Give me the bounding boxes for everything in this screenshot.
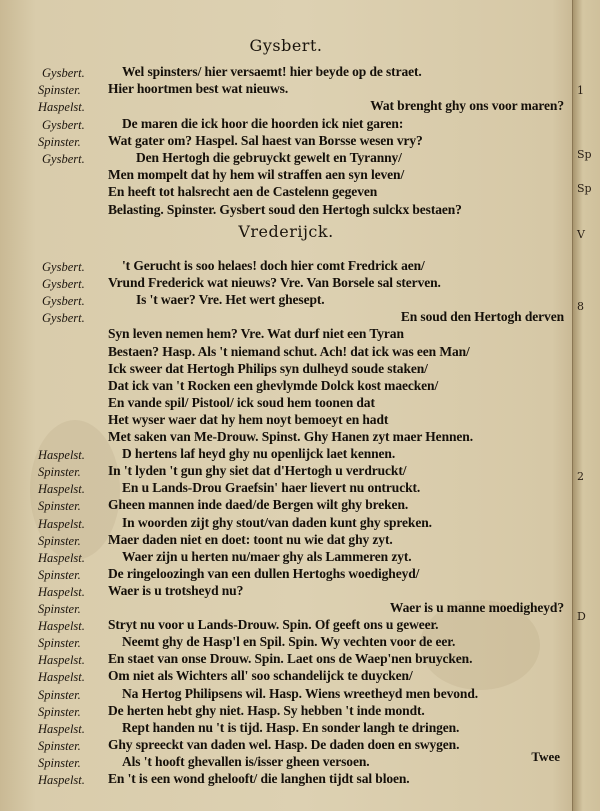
verse-text: Stryt nu voor u Lands-Drouw. Spin. Of geeft ons u geweer. [108,617,439,633]
speaker-label: Gysbert. [42,117,85,132]
speaker-label: Spinster. [38,533,81,548]
verse-text: Belasting. Spinster. Gysbert soud den Hertogh sulckx bestaen? [108,201,462,217]
verse-text: Men mompelt dat hy hem wil straffen aen syn leven/ [108,167,405,183]
catchword: Twee [531,749,560,764]
verse-line [0,167,572,186]
verse-text: En vande spil/ Pistool/ ick soud hem toonen dat [108,394,375,410]
verse-text: In woorden zijt ghy stout/van daden kunt ghy spreken. [122,514,432,530]
verse-text: Waer is u manne moedigheyd? [389,600,564,615]
verse-text: Waer is u trotsheyd nu? [108,582,244,598]
verse-text: Vrund Frederick wat nieuws? Vre. Van Borsele sal sterven. [108,275,441,291]
verse-text: En soud den Hertogh derven [400,309,564,325]
verse-line [0,64,572,83]
verse-text: Bestaen? Hasp. Als 't niemand schut. Ach! dat ick was een Man/ [108,343,470,359]
verse-text: Als 't hooft ghevallen is/isser gheen versoen. [122,753,370,769]
verse-text: Ick sweer dat Hertogh Philips syn dulheyd soude staken/ [108,360,428,376]
speaker-label: Spinster. [38,738,81,753]
speaker-label: Haspelst. [38,653,85,668]
verse-line [0,116,572,135]
verse-text: En u Lands-Drou Graefsin' haer lievert nu ontruckt. [122,480,421,496]
facing-page-glyph: 1 [577,84,584,97]
verse-text: Waer zijn u herten nu/maer ghy als Lammeren zyt. [122,548,412,564]
verse-text: En 't is een wond ghelooft/ die langhen tijdt sal bloen. [108,771,410,786]
speaker-label: Haspelst. [38,670,85,685]
verse-line [0,771,572,790]
verse-text: Wel spinsters/ hier versaemt! hier beyde op de straet. [122,64,422,79]
speaker-label: Spinster. [38,134,81,149]
speaker-label: Gysbert. [42,260,85,274]
speaker-label: Spinster. [38,83,81,98]
verse-line [0,184,572,203]
verse-text: Is 't waer? Vre. Het wert ghesept. [136,292,325,308]
verse-text: Den Hertogh die gebruyckt gewelt en Tyranny/ [136,150,402,165]
verse-text: En heeft tot halsrecht aen de Castelenn gegeven [108,184,378,200]
speaker-label: Haspelst. [38,448,85,463]
speaker-label: Spinster. [38,704,81,719]
verse-line [0,81,572,100]
verse-text: Dat ick van 't Rocken een ghevlymde Dolck kost maecken/ [108,377,439,393]
verse-text: Neemt ghy de Hasp'l en Spil. Spin. Wy vechten voor de eer. [122,634,456,650]
speaker-label: Gysbert. [42,311,85,326]
verse-text: En staet van onse Drouw. Spin. Laet ons de Waep'nen bruycken. [108,651,473,667]
verse-line [0,133,572,152]
speaker-label: Haspelst. [38,516,85,531]
verse-text: Gheen mannen inde daed/de Bergen wilt ghy breken. [108,497,409,513]
verse-text: Maer daden niet en doet: toont nu wie dat ghy zyt. [108,531,393,547]
speaker-label: Gysbert. [42,277,85,292]
speaker-label: Haspelst. [38,773,85,787]
facing-page-glyph: Sp [577,148,592,161]
verse-text: Rept handen nu 't is tijd. Hasp. En sonder langh te dringen. [122,719,460,735]
facing-page-glyph: Sp [577,182,592,195]
speaker-label: Gysbert. [42,66,85,80]
facing-page-glyph: V [577,228,585,241]
speaker-label: Spinster. [38,465,81,480]
verse-line [0,98,572,117]
speaker-label: Haspelst. [38,482,85,497]
verse-text: D hertens laf heyd ghy nu openlijck laet kennen. [122,446,396,462]
verse-text: Hier hoortmen best wat nieuws. [108,81,289,97]
facing-page-glyph: D [577,610,586,623]
verse-text: De ringeloozingh van een dullen Hertoghs woedigheyd/ [108,565,420,581]
heading-gysbert: Gysbert. [249,36,323,55]
speaker-label: Haspelst. [38,584,85,599]
speaker-label: Haspelst. [38,721,85,736]
speaker-label: Spinster. [38,636,81,651]
speaker-label: Gysbert. [42,152,85,166]
facing-page-glyph: 2 [577,470,584,483]
verse-text: Het wyser waer dat hy hem noyt bemoeyt en hadt [108,411,389,427]
verse-text: De herten hebt ghy niet. Hasp. Sy hebben 't inde mondt. [108,702,425,718]
speaker-label: Haspelst. [38,550,85,565]
verse-line [0,202,572,221]
verse-text: Wat gater om? Haspel. Sal haest van Borsse wesen vry? [108,132,423,148]
verse-line [0,150,572,169]
facing-page-glyph: 8 [577,300,584,313]
verse-text: In 't lyden 't gun ghy siet dat d'Hertogh u verdruckt/ [108,463,407,479]
speaker-label: Spinster. [38,755,81,770]
facing-page-edge [572,0,600,811]
speaker-label: Haspelst. [38,100,85,115]
verse-text: Wat brenght ghy ons voor maren? [370,98,564,114]
verse-text: Om niet als Wichters all' soo schandelijck te duycken/ [108,668,413,684]
speaker-label: Spinster. [38,602,81,616]
speaker-label: Gysbert. [42,294,85,309]
verse-text: Na Hertog Philipsens wil. Hasp. Wiens wreetheyd men bevond. [122,685,479,701]
verse-text: Met saken van Me-Drouw. Spinst. Ghy Hanen zyt maer Hennen. [108,429,473,444]
speaker-label: Haspelst. [38,619,85,634]
speaker-label: Spinster. [38,687,81,702]
speaker-label: Spinster. [38,567,81,582]
verse-text: 't Gerucht is soo helaes! doch hier comt Fredrick aen/ [122,258,425,273]
speaker-label: Spinster. [38,499,81,514]
verse-text: Syn leven nemen hem? Vre. Wat durf niet een Tyran [108,326,404,342]
verse-text: Ghy spreeckt van daden wel. Hasp. De daden doen en swygen. [108,736,460,752]
heading-vrederijck: Vrederijck. [238,222,334,241]
verse-text: De maren die ick hoor die hoorden ick niet garen: [122,115,404,131]
